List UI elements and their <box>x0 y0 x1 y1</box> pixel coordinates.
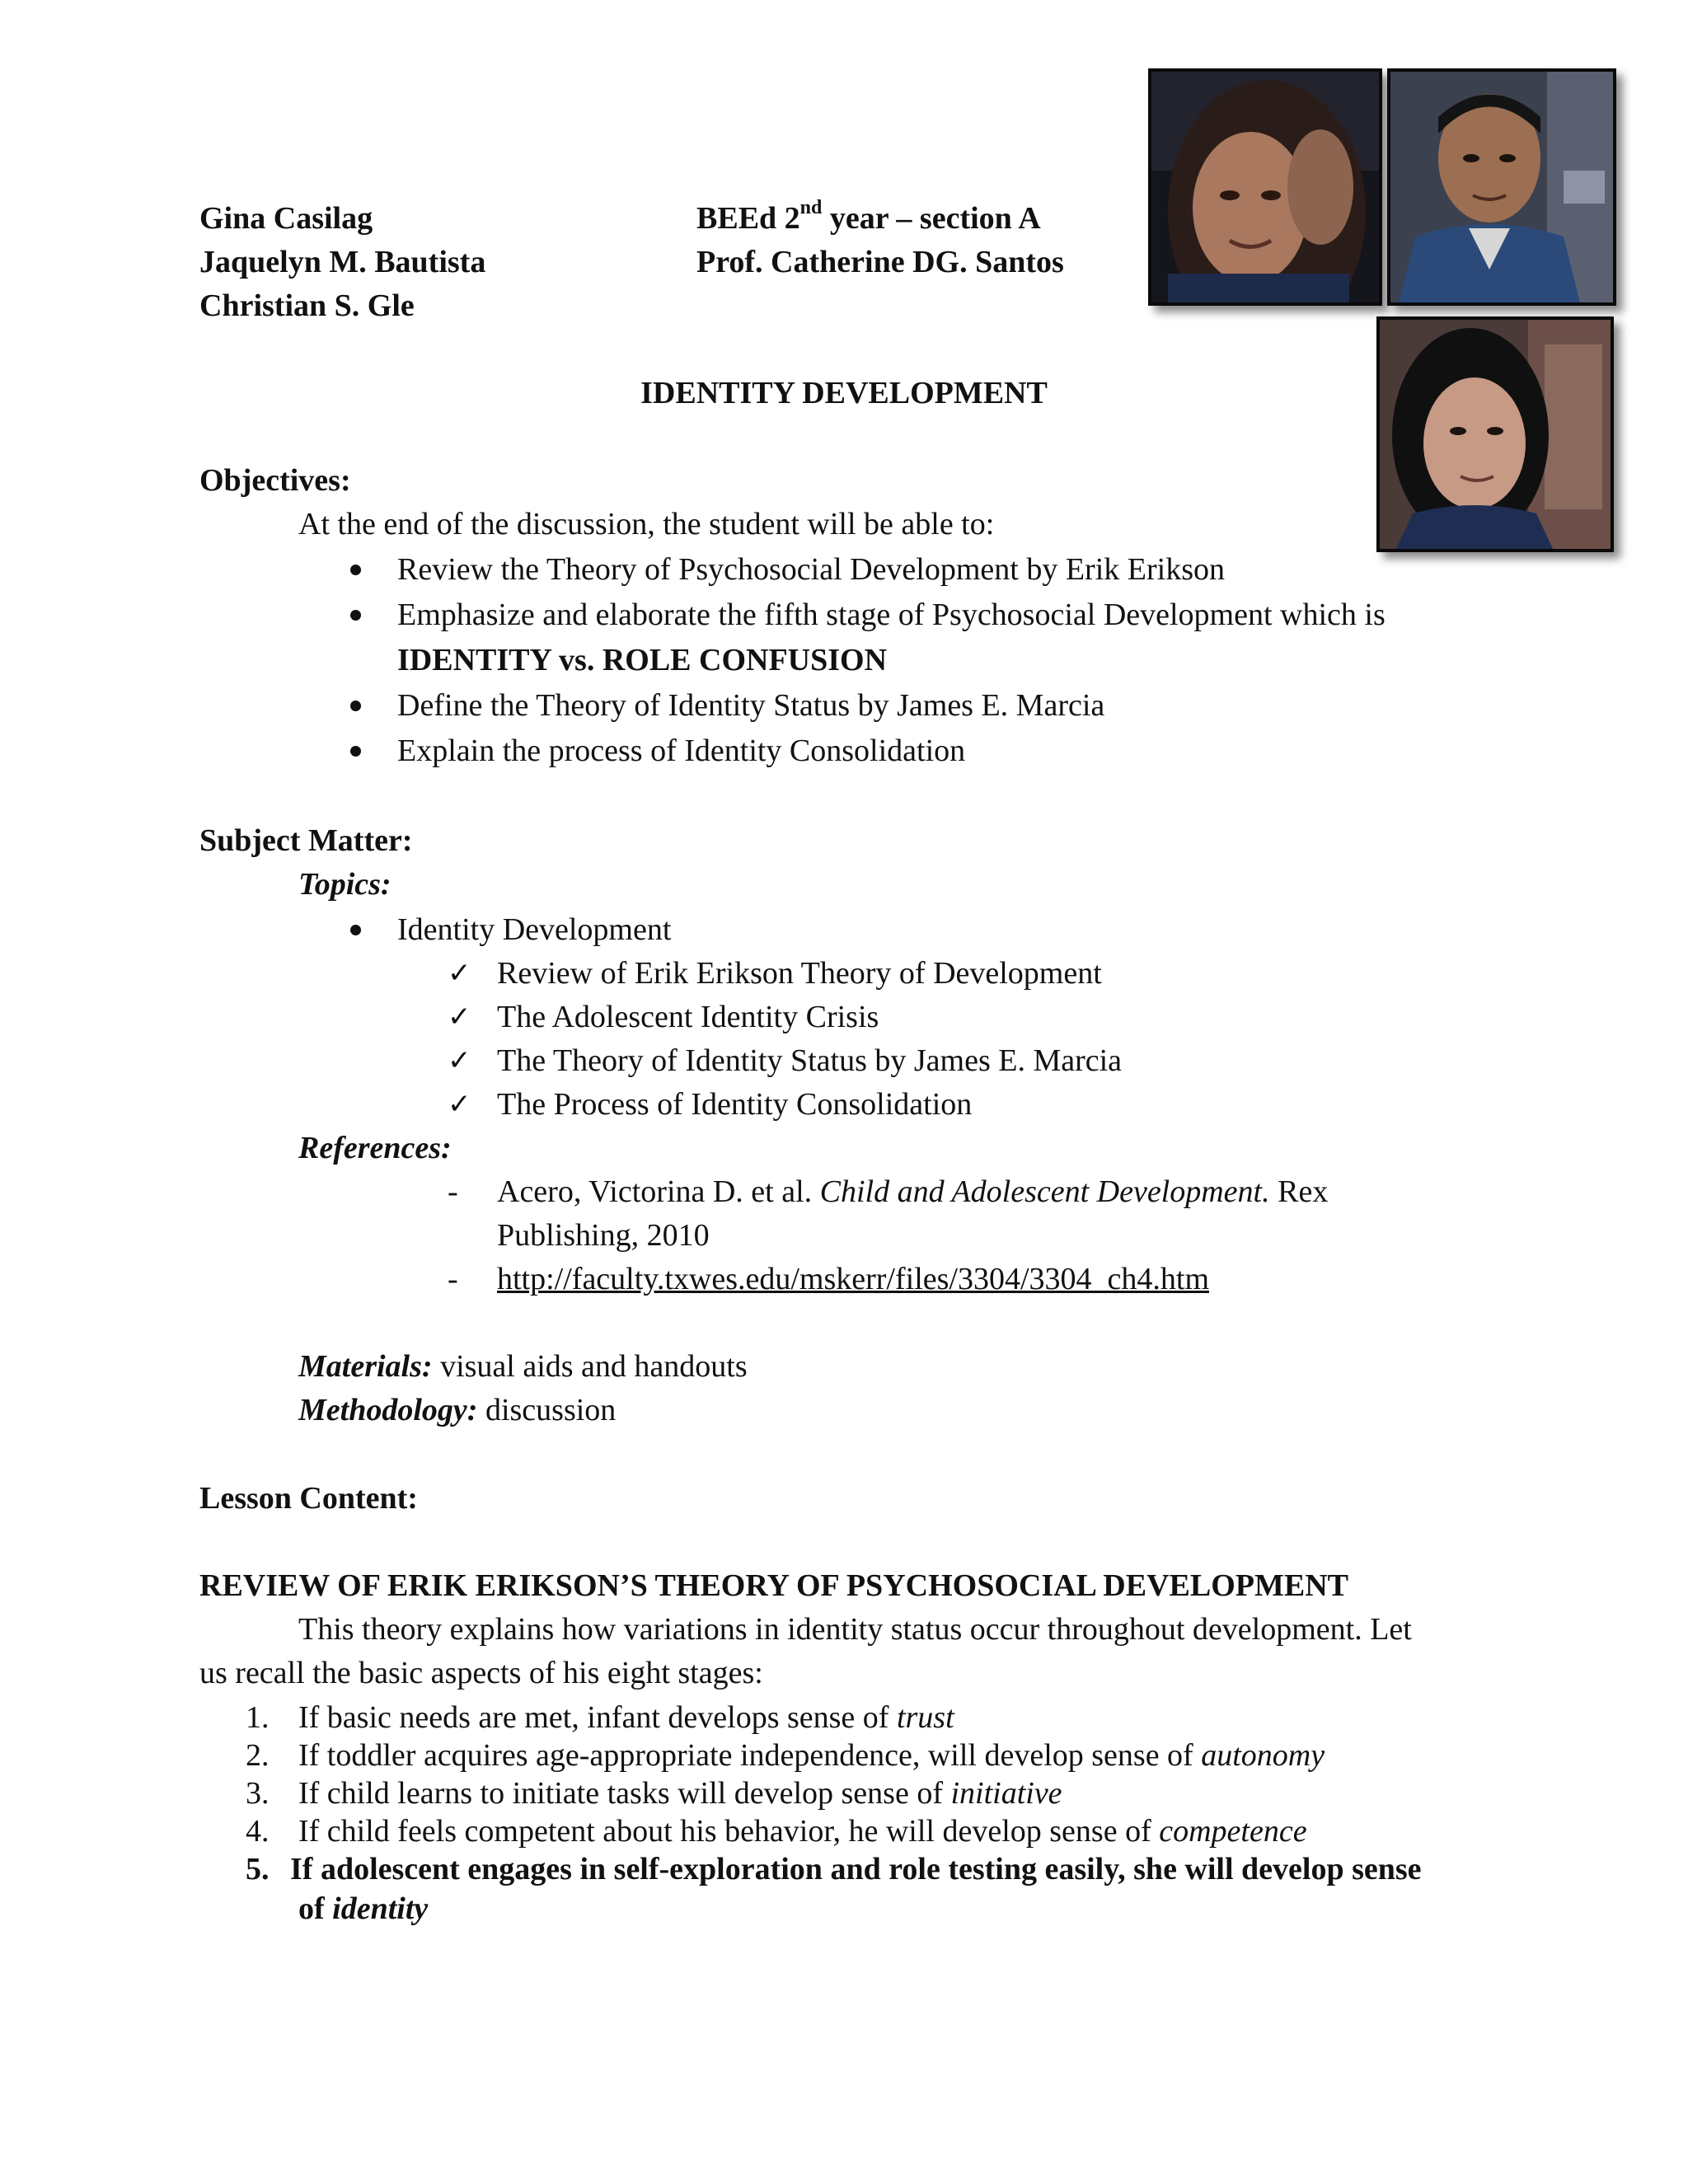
bullet-icon <box>350 593 367 637</box>
stage-item-2: If toddler acquires age-appropriate independence, will develop sense of autonomy <box>298 1738 1325 1773</box>
subtopic-item-3: The Theory of Identity Status by James E. Marcia <box>497 1043 1123 1078</box>
dash-marker: - <box>448 1262 458 1296</box>
intro-paragraph-line-1: This theory explains how variations in identity status occur throughout development. Let <box>298 1612 1412 1647</box>
reference-2-link[interactable]: http://faculty.txwes.edu/mskerr/files/3304/3304_ch4.htm <box>497 1262 1209 1296</box>
objectives-intro: At the end of the discussion, the student will be able to: <box>298 507 995 541</box>
subtopic-item-2: The Adolescent Identity Crisis <box>497 1000 879 1034</box>
subtopic-item-4: The Process of Identity Consolidation <box>497 1087 973 1122</box>
objective-item-3: Define the Theory of Identity Status by James E. Marcia <box>397 688 1105 723</box>
bullet-icon <box>350 908 367 952</box>
stage-item-5: If adolescent engages in self-exploration and role testing easily, she will develop sense <box>290 1852 1422 1886</box>
objective-item-2-emphasis: IDENTITY vs. ROLE CONFUSION <box>397 643 888 677</box>
check-icon: ✓ <box>448 1088 471 1121</box>
stage-item-1: If basic needs are met, infant develops sense of trust <box>298 1700 954 1735</box>
objective-item-2: Emphasize and elaborate the fifth stage of Psychosocial Development which is <box>397 598 1386 632</box>
topic-item: Identity Development <box>397 912 672 947</box>
stage-number: 1. <box>246 1700 270 1735</box>
section-title: REVIEW OF ERIK ERIKSON’S THEORY OF PSYCHOSOCIAL DEVELOPMENT <box>199 1568 1348 1603</box>
professor-name: Prof. Catherine DG. Santos <box>696 245 1064 279</box>
bullet-icon <box>350 729 367 773</box>
stage-item-3: If child learns to initiate tasks will develop sense of initiative <box>298 1776 1062 1811</box>
student-name-2: Jaquelyn M. Bautista <box>199 245 486 279</box>
stage-number: 3. <box>246 1776 270 1811</box>
stage-item-4: If child feels competent about his behavior, he will develop sense of competence <box>298 1814 1307 1849</box>
stage-number: 2. <box>246 1738 270 1773</box>
subtopic-item-1: Review of Erik Erikson Theory of Development <box>497 956 1102 991</box>
topics-label: Topics: <box>298 867 392 902</box>
stage-item-5-continuation: of identity <box>298 1891 429 1926</box>
bullet-icon <box>350 548 367 592</box>
objective-item-1: Review the Theory of Psychosocial Development by Erik Erikson <box>397 552 1225 587</box>
photo-jaquelyn <box>1376 316 1614 552</box>
course-section: BEEd 2nd year – section A <box>696 197 1041 236</box>
check-icon: ✓ <box>448 957 471 990</box>
methodology-line: Methodology: discussion <box>298 1393 617 1427</box>
student-name-3: Christian S. Gle <box>199 288 415 323</box>
bullet-icon <box>350 684 367 728</box>
references-label: References: <box>298 1131 452 1165</box>
subject-matter-heading: Subject Matter: <box>199 823 413 858</box>
check-icon: ✓ <box>448 1044 471 1077</box>
intro-paragraph-line-2: us recall the basic aspects of his eight stages: <box>199 1656 763 1690</box>
photo-christian <box>1387 68 1616 306</box>
dash-marker: - <box>448 1174 458 1209</box>
document-title: IDENTITY DEVELOPMENT <box>640 376 1048 410</box>
reference-1-continuation: Publishing, 2010 <box>497 1218 710 1253</box>
reference-1: Acero, Victorina D. et al. Child and Adolescent Development. Rex <box>497 1174 1329 1209</box>
stage-number: 5. <box>246 1852 270 1886</box>
photo-gina <box>1148 68 1382 306</box>
student-name-1: Gina Casilag <box>199 201 373 236</box>
materials-line: Materials: visual aids and handouts <box>298 1349 748 1384</box>
objective-item-4: Explain the process of Identity Consolidation <box>397 733 966 768</box>
objectives-heading: Objectives: <box>199 463 351 498</box>
check-icon: ✓ <box>448 1001 471 1033</box>
lesson-content-heading: Lesson Content: <box>199 1481 418 1516</box>
stage-number: 4. <box>246 1814 270 1849</box>
